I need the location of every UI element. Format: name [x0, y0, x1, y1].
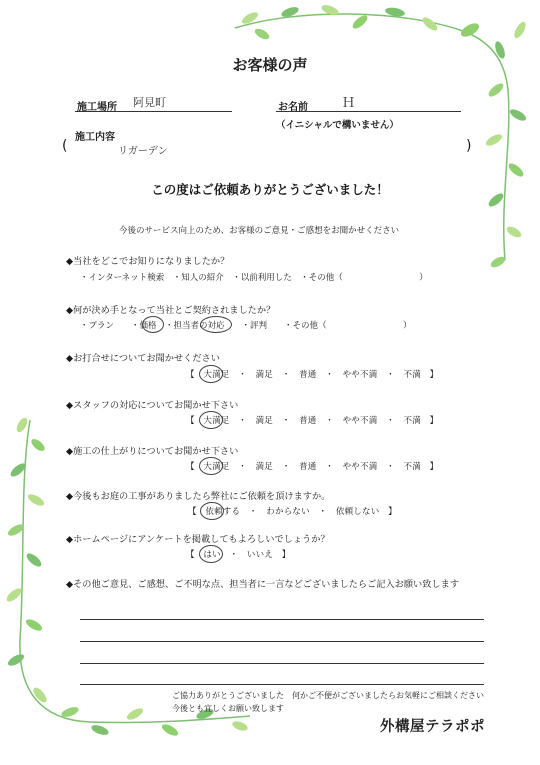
question-4-rating: 【 大満足 ・ 満足 ・ 普通 ・ やや不満 ・ 不満 】 [186, 416, 439, 426]
selected-mark-q5 [199, 457, 223, 475]
comment-line-2 [80, 641, 484, 642]
intro-text: 今後のサービス向上のため、お客様のご意見・ご感想をお聞かせください [119, 226, 400, 236]
question-5-rating: 【 大満足 ・ 満足 ・ 普通 ・ やや不満 ・ 不満 】 [186, 462, 439, 472]
question-3: ◆お打合せについてお聞かせください [66, 353, 220, 364]
footer-regards: 今後とも宜しくお願い致します [172, 704, 284, 713]
name-label: お名前 [278, 102, 308, 113]
content-paren-open: ( [62, 138, 68, 154]
content-label: 施工内容 [75, 132, 115, 143]
selected-mark-q6 [200, 502, 224, 520]
page-title: お客様の声 [232, 56, 308, 74]
question-8: ◆その他ご意見、ご感想、ご不明な点、担当者に一言などございましたらご記入お願い致します [66, 579, 459, 590]
footer-thanks: ご協力ありがとうございました 何かご不便がございましたらお気軽にご相談ください [172, 691, 484, 700]
comment-line-3 [80, 663, 484, 664]
name-note: （イニシャルで構いません） [276, 120, 399, 131]
question-3-rating: 【 大満足 ・ 満足 ・ 普通 ・ やや不満 ・ 不満 】 [186, 370, 439, 380]
question-2: ◆何が決め手となって当社とご契約されましたか？ [66, 305, 276, 316]
location-underline [75, 111, 232, 112]
selected-mark-price [142, 316, 164, 333]
name-value: Ｈ [342, 96, 356, 111]
question-4: ◆スタッフの対応についてお聞かせ下さい [66, 400, 239, 411]
thanks-heading: この度はご依頼ありがとうございました！ [151, 182, 389, 197]
selected-mark-q3 [199, 365, 223, 383]
comment-line-4 [80, 684, 484, 685]
location-label: 施工場所 [77, 102, 117, 113]
question-5: ◆施工の仕上がりについてお聞かせ下さい [66, 446, 239, 457]
location-value: 阿見町 [133, 96, 166, 109]
question-1-options: ・インターネット検索 ・知人の紹介 ・以前利用した ・その他（ ） [80, 273, 428, 283]
selected-mark-q4 [199, 411, 223, 429]
comment-line-1 [80, 619, 484, 620]
question-1: ◆当社をどこでお知りになりましたか？ [66, 256, 230, 267]
selected-mark-staff [200, 316, 232, 333]
name-underline [276, 111, 461, 112]
question-7: ◆ホームページにアンケートを掲載してもよろしいでしょうか？ [66, 534, 330, 545]
content-value: リガーデン [118, 146, 168, 157]
question-7-rating: 【 はい ・ いいえ 】 [186, 550, 291, 560]
content-paren-close: ) [466, 138, 472, 154]
selected-mark-q7 [199, 545, 223, 563]
question-2-options: ・プラン ・価格 ・担当者の対応 ・評判 ・その他（ ） [80, 321, 412, 331]
question-6-rating: 【 依頼する ・ わからない ・ 依頼しない 】 [188, 507, 397, 517]
brand-logo: 外構屋テラポポ [380, 719, 485, 735]
question-6: ◆今後もお庭の工事がありましたら弊社にご依頼を頂けますか。 [66, 491, 331, 502]
